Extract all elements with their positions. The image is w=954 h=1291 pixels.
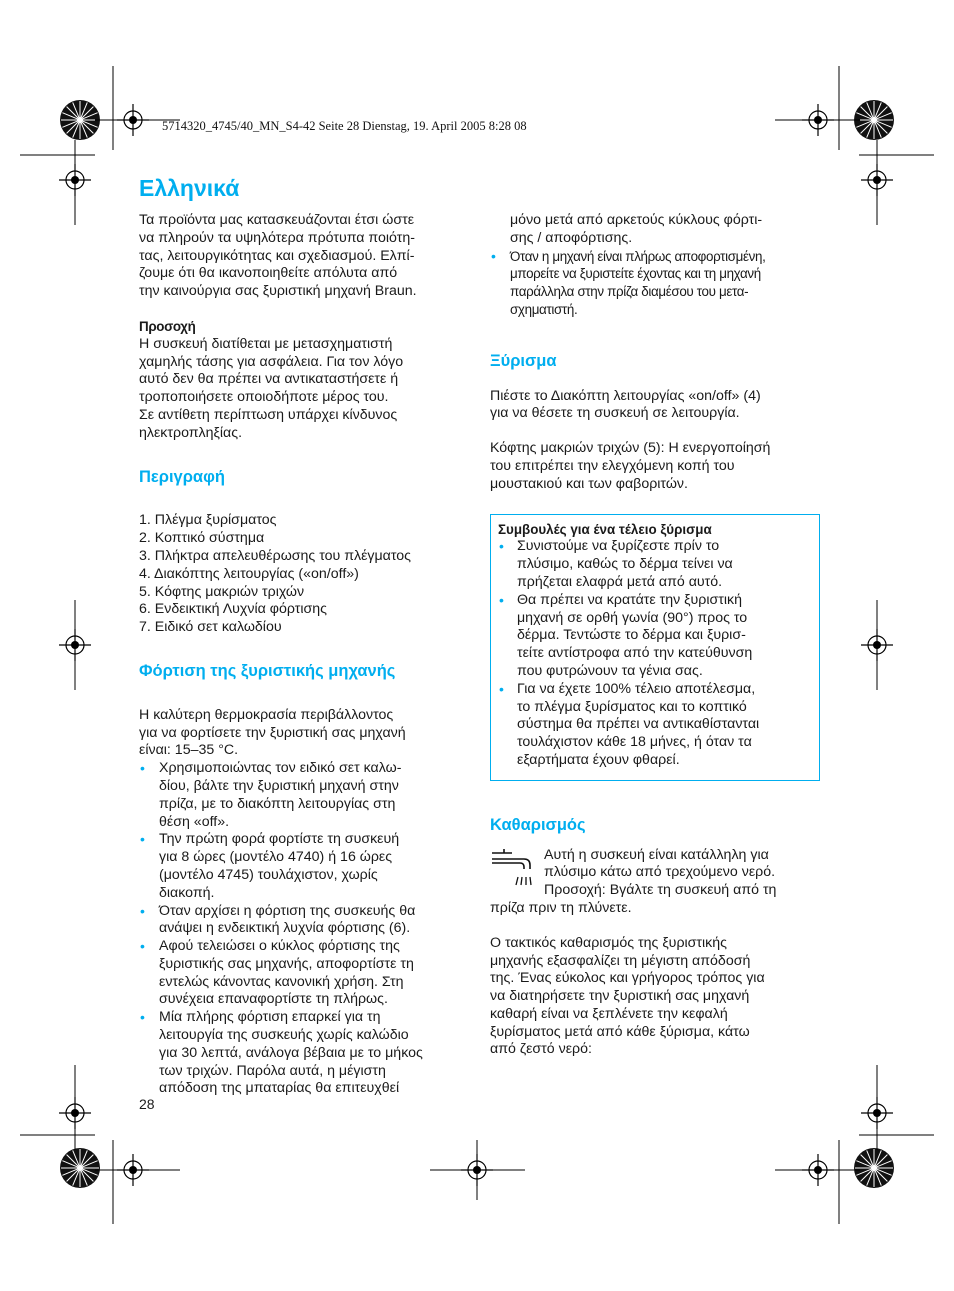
intro-line: την καινούργια σας ξυριστική μηχανή Braun.: [139, 283, 417, 300]
tips-bullets: [498, 538, 812, 769]
intro-line: Τα προϊόντα μας κατασκευάζονται έτσι ώστε: [139, 212, 415, 228]
caution-line: αυτό δεν θα πρέπει να αντικαταστήσετε ή: [139, 371, 399, 388]
list-item: 2. Κοπτικό σύστημα: [139, 530, 265, 547]
list-item: 1. Πλέγμα ξυρίσματος: [139, 512, 277, 529]
left-column: [139, 212, 469, 1098]
charging-heading: Φόρτιση της ξυριστικής μηχανής: [139, 661, 396, 680]
tips-title: Συμβουλές για ένα τέλειο ξύρισμα: [498, 521, 712, 537]
list-item: 4. Διακόπτης λειτουργίας («on/off»): [139, 565, 359, 582]
charging-intro: [139, 707, 469, 760]
list-item: 7. Ειδικό σετ καλωδίου: [139, 619, 282, 636]
charging-intro-line: για να φορτίσετε την ξυριστική σας μηχανή: [139, 724, 406, 741]
parts-list: [139, 512, 469, 637]
cleaning-paragraph-2: Ο τακτικός καθαρισμός της ξυριστικής μηχανής εξασφαλίζει τη μέγιστη απόδοσή της. Ένας εύκολος και γρήγορος τρόπος για να διατηρήσετε την ξυριστική σας μηχανή καθαρή είναι να ξεπλένετε την κεφαλή ξυρίσματος μετά από κάθε ξύρισμα, κάτω από ζεστό νερό:: [490, 934, 765, 1058]
list-item: • Για να έχετε 100% τέλειο αποτέλεσμα, το πλέγμα ξυρίσματος και το κοπτικό σύστημα θα πρέπει να αντικαθίστανται τουλάχιστον κάθε 18 μήνες, ή όταν τα εξαρτήματα έχουν φθαρεί.: [498, 681, 812, 770]
charging-intro-line: είναι: 15–35 °C.: [139, 742, 239, 759]
list-item: 3. Πλήκτρα απελευθέρωσης του πλέγματος: [139, 547, 412, 564]
list-item: • Την πρώτη φορά φορτίστε τη συσκευή για 8 ώρες (μοντέλο 4740) ή 16 ώρες (μοντέλο 4745) τουλάχιστον, χωρίς διακοπή.: [139, 831, 469, 902]
intro-line: να πληρούν τα υψηλότερα πρότυπα ποιότη-: [139, 229, 415, 246]
list-item: • Μία πλήρης φόρτιση επαρκεί για τη λειτουργία της συσκευής χωρίς καλώδιο για 30 λεπτά, ανάλογα βέβαια με το μήκος των τριχών. Παρόλα αυτά, η μέγιστη απόδοση της μπαταρίας θα επιτευχθεί: [139, 1009, 469, 1098]
caution-paragraph: [139, 336, 469, 443]
shaving-paragraph-1: Πιέστε το Διακόπτη λειτουργίας «on/off» (4) για να θέσετε τη συσκευή σε λειτουργία.: [490, 387, 761, 422]
print-header-line: 5714320_4745/40_MN_S4-42 Seite 28 Dienstag, 19. April 2005 8:28 08: [162, 119, 527, 133]
charging-last-bullet: [490, 248, 820, 319]
description-heading: Περιγραφή: [139, 467, 225, 486]
list-item: • Συνιστούμε να ξυρίζεστε πρίν το πλύσιμο, καθώς το δέρμα τείνει να πρήζεται ελαφρά μετά από αυτό.: [498, 538, 812, 591]
caution-line: ηλεκτροπληξίας.: [139, 424, 243, 441]
shaving-heading: Ξύρισμα: [490, 351, 557, 370]
list-item: • Θα πρέπει να κρατάτε την ξυριστική μηχανή σε ορθή γωνία (90°) προς το δέρμα. Τεντώστε το δέρμα και ξυρισ- τείτε αντίστροφα από την κατεύθυνση που φυτρώνουν τα γένια σας.: [498, 592, 812, 681]
list-item: • Όταν η μηχανή είναι πλήρως αποφορτισμένη, μπορείτε να ξυριστείτε έχοντας και τη μηχανή παράλληλα στην πρίζα διαμέσου του μετα- σχηματιστή.: [490, 248, 820, 319]
intro-paragraph: [139, 212, 469, 301]
intro-line: ζουμε ότι θα ικανοποιηθείτε απόλυτα από: [139, 265, 398, 282]
tips-box: [490, 514, 820, 781]
cleaning-block: [490, 847, 820, 918]
language-title: Ελληνικά: [139, 175, 240, 201]
list-item: • Χρησιμοποιώντας τον ειδικό σετ καλω- δίου, βάλτε την ξυριστική μηχανή στην πρίζα, με το διακόπτη λειτουργίας στη θέση «off».: [139, 760, 469, 831]
list-item: 6. Ενδεικτική Λυχνία φόρτισης: [139, 601, 327, 618]
charging-continued: μόνο μετά από αρκετούς κύκλους φόρτι- σης / αποφόρτισης.: [510, 212, 763, 246]
cleaning-paragraph-1: Αυτή η συσκευή είναι κατάλληλη για πλύσιμο κάτω από τρεχούμενο νερό. Προσοχή: Βγάλτε τη συσκευή από τη: [544, 846, 777, 899]
caution-line: Σε αντίθετη περίπτωση υπάρχει κίνδυνος: [139, 406, 398, 423]
right-column: [490, 212, 820, 1059]
list-item: • Αφού τελειώσει ο κύκλος φόρτισης της ξυριστικής σας μηχανής, αποφορτίστε τη εντελώς κάνοντας κανονική χρήση. Στη συνέχεια επαναφορτίστε τη πλήρως.: [139, 938, 469, 1009]
charging-intro-line: Η καλύτερη θερμοκρασία περιβάλλοντος: [139, 706, 394, 723]
caution-line: Η συσκευή διατίθεται με μετασχηματιστή: [139, 335, 393, 352]
intro-line: τας, λειτουργικότητας και σχεδιασμού. Ελπί-: [139, 247, 415, 264]
page-number: 28: [139, 1096, 155, 1112]
caution-line: τροποποιήσετε οποιοδήποτε μέρος του.: [139, 389, 389, 406]
list-item: • Όταν αρχίσει η φόρτιση της συσκευής θα ανάψει η ενδεικτική λυχνία φόρτισης (6).: [139, 903, 469, 939]
tap-water-icon: [490, 847, 538, 889]
caution-heading: Προσοχή: [139, 318, 196, 334]
caution-line: χαμηλής τάσης για ασφάλεια. Για τον λόγο: [139, 353, 404, 370]
cleaning-paragraph-1-end: πρίζα πριν τη πλύνετε.: [490, 899, 632, 916]
list-item: 5. Κόφτης μακριών τριχών: [139, 583, 305, 600]
charging-bullets: [139, 760, 469, 1098]
cleaning-heading: Καθαρισμός: [490, 815, 586, 834]
shaving-paragraph-2: Κόφτης μακριών τριχών (5): Η ενεργοποίησή του επιτρέπει την ελεγχόμενη κοπή του μουστακιού και των φαβοριτών.: [490, 440, 771, 492]
